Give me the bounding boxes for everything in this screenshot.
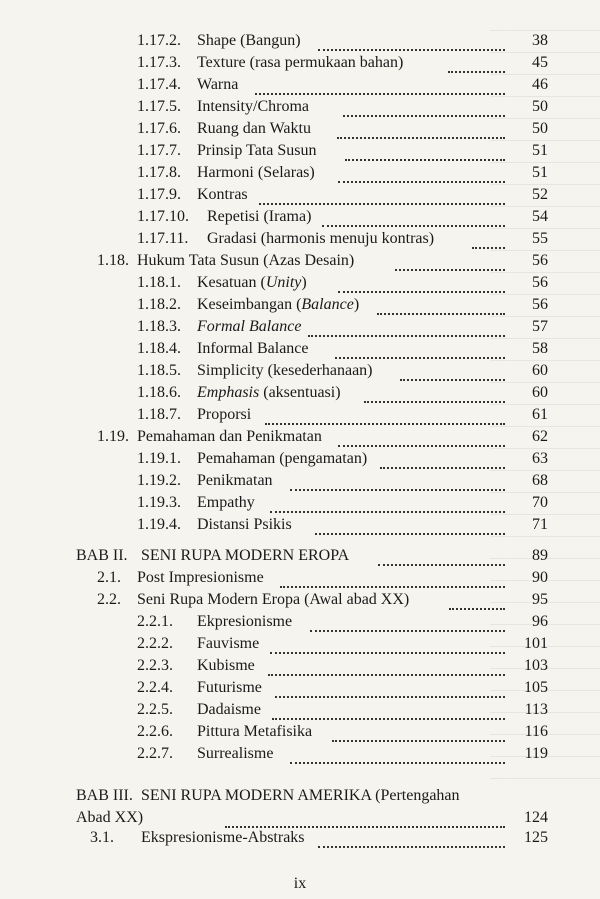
toc-entry-number: BAB II.	[76, 547, 128, 564]
toc-entry	[0, 545, 600, 567]
toc-entry-number: 1.17.9.	[137, 186, 181, 203]
toc-entry-number: 1.17.10.	[137, 208, 189, 225]
toc-entry-number: 1.17.8.	[137, 164, 181, 181]
toc-entry-title: Texture (rasa permukaan bahan)	[197, 54, 404, 71]
toc-entry-page: 54	[532, 208, 548, 225]
toc-entry	[0, 316, 600, 338]
toc-entry-number: 1.19.4.	[137, 516, 181, 533]
toc-entry-title: Kubisme	[197, 657, 255, 674]
dot-leader	[255, 77, 505, 95]
toc-entry-number: 1.18.	[97, 252, 129, 269]
toc-entry-title: SENI RUPA MODERN AMERIKA (Pertengahan	[141, 787, 460, 804]
toc-entry	[0, 492, 600, 514]
toc-entry-page: 70	[532, 494, 548, 511]
toc-entry-page: 50	[532, 120, 548, 137]
toc-entry-title: Ekpresionisme	[197, 613, 293, 630]
toc-entry-number: 1.18.7.	[137, 406, 181, 423]
toc-entry-title: Pemahaman dan Penikmatan	[137, 428, 322, 445]
toc-entry-title: Kesatuan (Unity)	[197, 274, 307, 291]
toc-entry-page: 63	[532, 450, 548, 467]
toc-entry-number: 2.2.2.	[137, 635, 173, 652]
toc-entry	[0, 30, 600, 52]
toc-entry-title: Hukum Tata Susun (Azas Desain)	[137, 252, 355, 269]
dot-leader	[259, 187, 505, 205]
dot-leader	[472, 231, 505, 249]
toc-entry	[0, 74, 600, 96]
toc-entry	[0, 677, 600, 699]
toc-entry-page: 57	[532, 318, 548, 335]
toc-entry	[0, 448, 600, 470]
toc-entry-title: Proporsi	[197, 406, 252, 423]
toc-entry	[0, 633, 600, 655]
dot-leader	[318, 33, 505, 51]
toc-entry-number: 2.2.4.	[137, 679, 173, 696]
toc-entry	[0, 470, 600, 492]
toc-entry	[0, 567, 600, 589]
toc-entry	[0, 184, 600, 206]
page-number: ix	[293, 875, 307, 892]
toc-entry	[0, 743, 600, 765]
toc-entry-title: Kontras	[197, 186, 248, 203]
dot-leader	[343, 99, 505, 117]
toc-entry	[0, 785, 600, 829]
toc-entry-title: Keseimbangan (Balance)	[197, 296, 360, 313]
toc-entry-number: 1.19.	[97, 428, 129, 445]
toc-entry-title-continued: Abad XX)	[76, 809, 144, 826]
toc-entry-page: 116	[524, 723, 548, 740]
toc-entry-number: 2.2.	[97, 591, 121, 608]
toc-entry-page: 56	[532, 252, 548, 269]
dot-leader	[378, 548, 505, 566]
toc-entry	[0, 162, 600, 184]
toc-entry-number: 1.18.4.	[137, 340, 181, 357]
dot-leader	[315, 517, 505, 535]
toc-entry	[0, 338, 600, 360]
toc-entry	[0, 721, 600, 743]
dot-leader	[380, 451, 505, 469]
toc-entry-number: 1.17.5.	[137, 98, 181, 115]
dot-leader	[290, 473, 505, 491]
toc-entry-number: 1.18.5.	[137, 362, 181, 379]
toc-entry	[0, 360, 600, 382]
toc-entry-title: Empathy	[197, 494, 255, 511]
toc-entry-page: 56	[532, 274, 548, 291]
dot-leader	[345, 143, 505, 161]
toc-entry-page: 55	[532, 230, 548, 247]
dot-leader	[338, 429, 505, 447]
toc-entry-page: 90	[532, 569, 548, 586]
toc-entry	[0, 699, 600, 721]
toc-entry-title: Repetisi (Irama)	[207, 208, 312, 225]
dot-leader	[275, 680, 505, 698]
dot-leader	[225, 810, 505, 828]
toc-entry-title: Prinsip Tata Susun	[197, 142, 317, 159]
toc-entry-page: 101	[524, 635, 548, 652]
toc-entry-title: Harmoni (Selaras)	[197, 164, 315, 181]
dot-leader	[449, 592, 505, 610]
toc-entry-page: 51	[532, 142, 548, 159]
dot-leader	[335, 341, 505, 359]
toc-entry	[0, 206, 600, 228]
toc-entry-title: Distansi Psikis	[197, 516, 292, 533]
toc-entry-page: 105	[524, 679, 548, 696]
toc-entry-title: Post Impresionisme	[137, 569, 264, 586]
dot-leader	[270, 495, 505, 513]
toc-entry-title: Warna	[197, 76, 239, 93]
dot-leader	[395, 253, 505, 271]
toc-entry-number: 2.2.6.	[137, 723, 173, 740]
toc-entry-page: 60	[532, 362, 548, 379]
toc-entry-page: 125	[524, 829, 548, 846]
dot-leader	[280, 570, 505, 588]
toc-entry-number: 1.17.2.	[137, 32, 181, 49]
toc-entry	[0, 514, 600, 536]
dot-leader	[318, 830, 505, 848]
toc-entry-title: Formal Balance	[197, 318, 302, 335]
toc-entry-title: Pittura Metafisika	[197, 723, 313, 740]
toc-entry	[0, 655, 600, 677]
toc-entry	[0, 228, 600, 250]
toc-entry-title: Shape (Bangun)	[197, 32, 301, 49]
toc-entry-number: 2.2.5.	[137, 701, 173, 718]
toc-entry-number: 1.17.3.	[137, 54, 181, 71]
toc-entry-title: Pemahaman (pengamatan)	[197, 450, 368, 467]
toc-entry-title: Ekspresionisme-Abstraks	[141, 829, 305, 846]
toc-entry-title: Gradasi (harmonis menuju kontras)	[207, 230, 435, 247]
toc-entry-title: Penikmatan	[197, 472, 273, 489]
toc-entry	[0, 404, 600, 426]
toc-entry-page: 50	[532, 98, 548, 115]
toc-entry-page: 68	[532, 472, 548, 489]
toc-entry-page: 62	[532, 428, 548, 445]
dot-leader	[272, 702, 505, 720]
toc-entry-page: 113	[524, 701, 548, 718]
toc-entry	[0, 382, 600, 404]
toc-entry	[0, 611, 600, 633]
toc-entry	[0, 140, 600, 162]
toc-entry	[0, 118, 600, 140]
dot-leader	[270, 636, 505, 654]
toc-entry-page: 52	[532, 186, 548, 203]
toc-entry	[0, 589, 600, 611]
toc-entry-title: Simplicity (kesederhanaan)	[197, 362, 373, 379]
toc-entry-title: Futurisme	[197, 679, 262, 696]
toc-entry-number: 1.18.1.	[137, 274, 181, 291]
toc-entry	[0, 96, 600, 118]
toc-entry-title: SENI RUPA MODERN EROPA	[141, 547, 350, 564]
toc-entry-title: Ruang dan Waktu	[197, 120, 311, 137]
toc-entry-title: Informal Balance	[197, 340, 309, 357]
toc-entry-page: 56	[532, 296, 548, 313]
toc-entry-page: 51	[532, 164, 548, 181]
toc-entry	[0, 52, 600, 74]
toc-entry-number: 1.17.7.	[137, 142, 181, 159]
toc-entry-title: Intensity/Chroma	[197, 98, 309, 115]
toc-entry-page: 96	[532, 613, 548, 630]
toc-entry-title: Emphasis (aksentuasi)	[197, 384, 341, 401]
toc-entry-page: 58	[532, 340, 548, 357]
toc-entry-page: 89	[532, 547, 548, 564]
dot-leader	[290, 746, 505, 764]
dot-leader	[268, 658, 505, 676]
toc-entry-number: 1.17.11.	[137, 230, 189, 247]
toc-entry-number: 2.2.1.	[137, 613, 173, 630]
toc-entry-number: BAB III.	[76, 787, 133, 804]
toc-entry-title: Surrealisme	[197, 745, 274, 762]
toc-entry-number: 1.18.3.	[137, 318, 181, 335]
toc-entry-number: 1.17.4.	[137, 76, 181, 93]
toc-entry-page: 60	[532, 384, 548, 401]
toc-entry	[0, 250, 600, 272]
toc-entry-title: Dadaisme	[197, 701, 261, 718]
dot-leader	[322, 209, 505, 227]
toc-entry-page: 124	[524, 809, 548, 826]
dot-leader	[448, 55, 505, 73]
toc-entry-page: 61	[532, 406, 548, 423]
dot-leader	[337, 121, 505, 139]
dot-leader	[400, 363, 505, 381]
toc-entry-page: 46	[532, 76, 548, 93]
toc-entry	[0, 294, 600, 316]
toc-entry-title: Fauvisme	[197, 635, 260, 652]
dot-leader	[377, 297, 505, 315]
toc-entry-page: 71	[532, 516, 548, 533]
toc-entry-number: 1.17.6.	[137, 120, 181, 137]
toc-entry-page: 38	[532, 32, 548, 49]
toc-entry-page: 103	[524, 657, 548, 674]
toc-entry-page: 95	[532, 591, 548, 608]
dot-leader	[338, 165, 505, 183]
toc-entry-number: 1.19.1.	[137, 450, 181, 467]
toc-entry-page: 45	[532, 54, 548, 71]
dot-leader	[265, 407, 505, 425]
dot-leader	[338, 275, 505, 293]
toc-entry	[0, 426, 600, 448]
toc-entry-page: 119	[524, 745, 548, 762]
dot-leader	[310, 614, 505, 632]
toc-entry-number: 2.1.	[97, 569, 121, 586]
toc-entry-number: 1.19.3.	[137, 494, 181, 511]
toc-entry-number: 3.1.	[90, 829, 114, 846]
toc-entry-title: Seni Rupa Modern Eropa (Awal abad XX)	[137, 591, 410, 608]
dot-leader	[332, 724, 505, 742]
toc-entry-number: 1.18.6.	[137, 384, 181, 401]
toc-entry	[0, 827, 600, 849]
toc-entry-number: 2.2.7.	[137, 745, 173, 762]
dot-leader	[364, 385, 505, 403]
toc-entry-number: 2.2.3.	[137, 657, 173, 674]
toc-entry-number: 1.19.2.	[137, 472, 181, 489]
dot-leader	[308, 319, 505, 337]
toc-entry	[0, 272, 600, 294]
toc-entry-number: 1.18.2.	[137, 296, 181, 313]
